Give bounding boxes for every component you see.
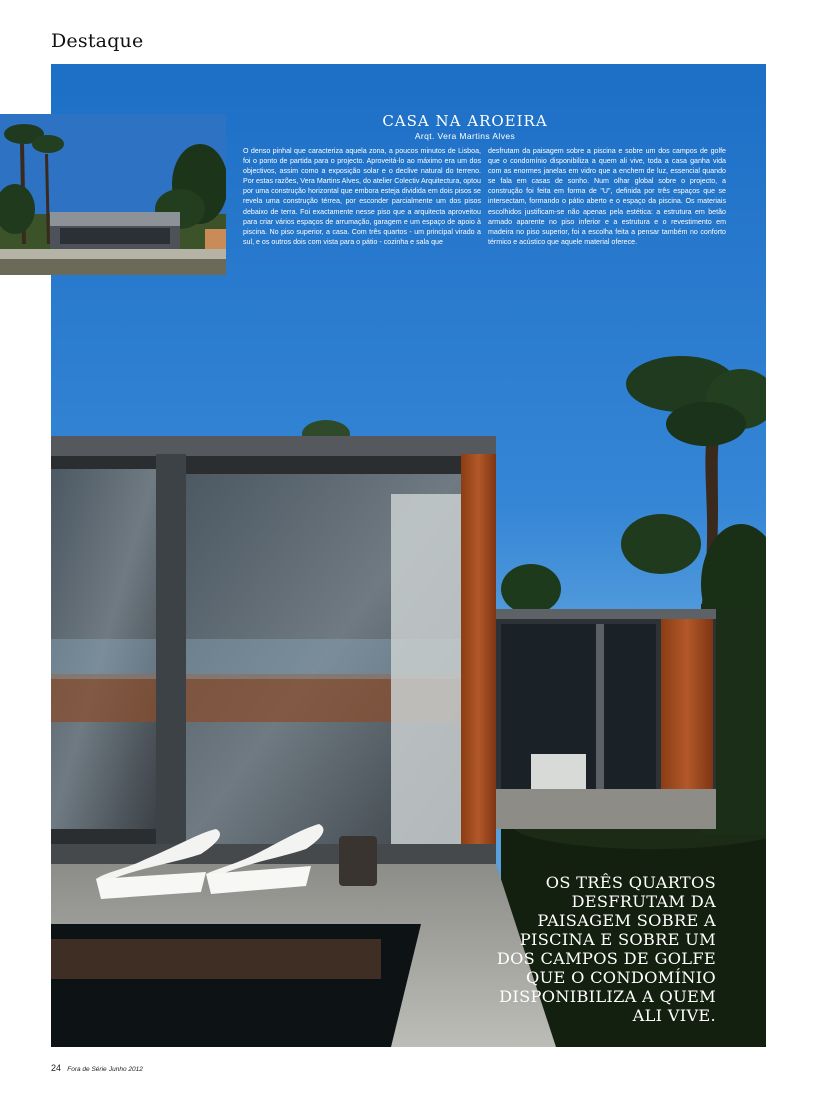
exterior-thumbnail-photo	[0, 114, 226, 275]
issue-date: Junho 2012	[108, 1066, 143, 1073]
body-column-2: desfrutam da paisagem sobre a piscina e sobre um dos campos de golfe que o condomínio disponibiliza a quem ali vive, toda a casa ganha vida com as enormes janelas em vidro que a enchem de luz, essencial quando se fala em casas de sonho. Num olhar global sobre o projecto, a construção foi feita em forma de "U", definida por três espaços que se intersectam, formando o pátio aberto e o espaço da piscina. Os materiais escolhidos justificam-se não apenas pela estética: a estrutura em betão armado aparente no piso inferior e a estrutura e o revestimento em madeira no piso superior, foi a escolha feita a pensar também no conforto térmico e acústico que aquele material oferece.	[488, 147, 726, 246]
page-footer	[51, 1063, 143, 1073]
section-label: Destaque	[51, 30, 144, 52]
article-author: Arqt. Vera Martins Alves	[414, 131, 516, 141]
body-column-1: O denso pinhal que caracteriza aquela zona, a poucos minutos de Lisboa, foi o ponto de partida para o projecto. Aproveitá-lo ao máximo era um dos objectivos, assim como a exposição solar e o declive natural do terreno. Por estas razões, Vera Martins Alves, do atelier Colectiv Arquitectura, optou por uma construção horizontal que embora esteja dividida em dois pisos se revela uma construção térrea, por esconder parcialmente um dos pisos debaixo de terra. Foi exactamente nesse piso que a arquitecta aproveitou para criar vários espaços de arrumação, garagem e um espaço de apoio à piscina. No piso superior, a casa. Com três quartos - um principal virado a sul, e os outros dois com vista para o pátio - cozinha e sala que	[243, 147, 481, 246]
article-title: CASA NA AROEIRA	[382, 112, 548, 130]
pull-quote: OS TRÊS QUARTOS DESFRUTAM DA PAISAGEM SOBRE A PISCINA E SOBRE UM DOS CAMPOS DE GOLFE QUE O CONDOMÍNIO DISPONIBILIZA A QUEM ALI VIVE.	[496, 873, 716, 1025]
magazine-name: Fora de Série	[67, 1066, 107, 1073]
page-number: 24	[51, 1063, 62, 1073]
